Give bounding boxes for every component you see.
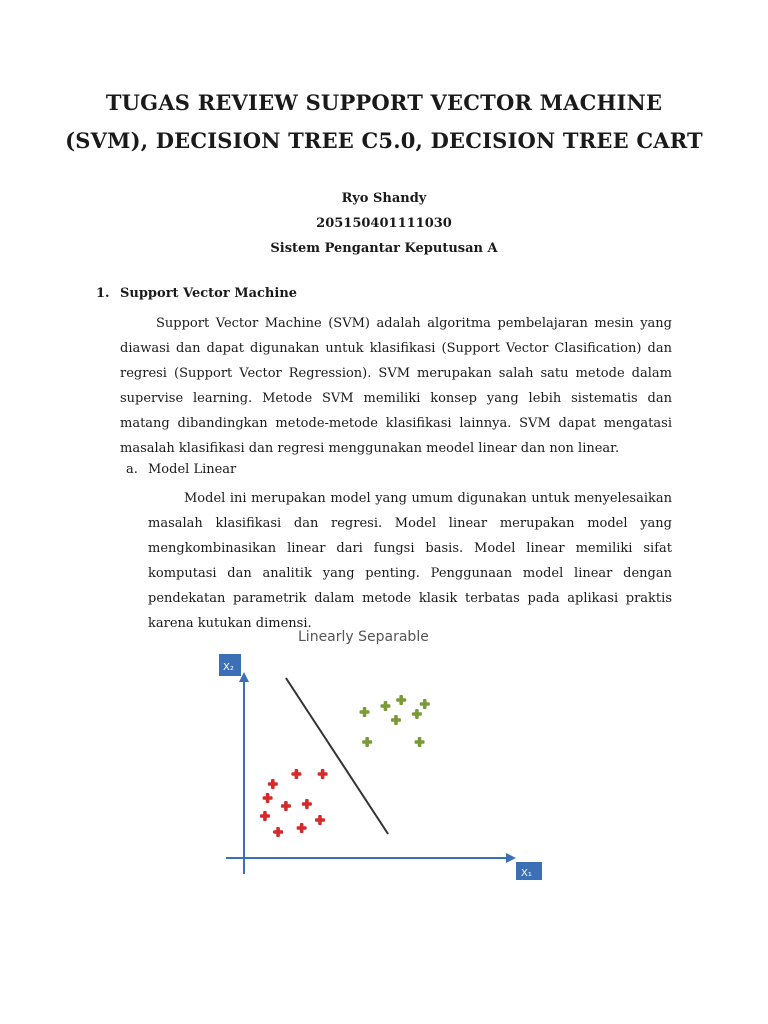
series-2-point [396, 695, 406, 705]
series-1-point [263, 793, 273, 803]
series-2-point [415, 737, 425, 747]
title-line-2: (SVM), DECISION TREE C5.0, DECISION TREE CART [65, 128, 703, 153]
series-1-point [318, 769, 328, 779]
subsection-a-letter: a. [126, 462, 138, 477]
series-2-point [380, 701, 390, 711]
section-1-paragraph: Support Vector Machine (SVM) adalah algoritma pembelajaran mesin yang diawasi dan dapat digunakan untuk klasifikasi (Support Vector Clasification) dan regresi (Support Vector Regression). SVM merupakan salah satu metode dalam supervise learning. Metode SVM memiliki konsep yang lebih sistematis dan matang dibandingkan metode-metode klasifikasi lainnya. SVM dapat mengatasi masalah klasifikasi dan regresi menggunakan meodel linear dan non linear. [120, 316, 672, 456]
subsection-a-heading [126, 462, 236, 477]
author-name: Ryo Shandy [341, 191, 427, 206]
series-1-point [297, 823, 307, 833]
author-block [60, 186, 708, 261]
series-1-point [260, 811, 270, 821]
series-1-point [273, 827, 283, 837]
x-axis-arrow [506, 853, 516, 863]
series-1-point [291, 769, 301, 779]
course-name: Sistem Pengantar Keputusan A [270, 241, 498, 256]
x-axis-label: X₁ [521, 868, 532, 879]
document-title [60, 84, 708, 160]
series-1-point [268, 779, 278, 789]
series-2-point [362, 737, 372, 747]
chart-title: Linearly Separable [298, 629, 429, 645]
student-id: 205150401111030 [316, 216, 452, 231]
y-axis-label: X₂ [223, 662, 234, 673]
series-2-point [420, 699, 430, 709]
linearly-separable-chart [210, 618, 560, 888]
subsection-a-paragraph: Model ini merupakan model yang umum digunakan untuk menyelesaikan masalah klasifikasi dan regresi. Model linear merupakan model yang mengkombinasikan linear dari fungsi basis. Model linear memiliki sifat komputasi dan analitik yang penting. Penggunaan model linear dengan pendekatan parametrik dalam metode klasik terbatas pada aplikasi praktis karena kutukan dimensi. [148, 491, 672, 631]
decision-boundary-line [286, 678, 388, 834]
title-line-1: TUGAS REVIEW SUPPORT VECTOR MACHINE [105, 90, 663, 115]
subsection-a-title: Model Linear [148, 462, 237, 477]
section-1-title: Support Vector Machine [120, 286, 298, 301]
chart-svg [210, 618, 560, 888]
series-2-point [391, 715, 401, 725]
section-1-heading [96, 286, 297, 301]
series-2-point [360, 707, 370, 717]
section-1-number: 1. [96, 286, 110, 301]
series-2-point [412, 709, 422, 719]
series-1-point [315, 815, 325, 825]
series-1-point [281, 801, 291, 811]
series-1-point [302, 799, 312, 809]
